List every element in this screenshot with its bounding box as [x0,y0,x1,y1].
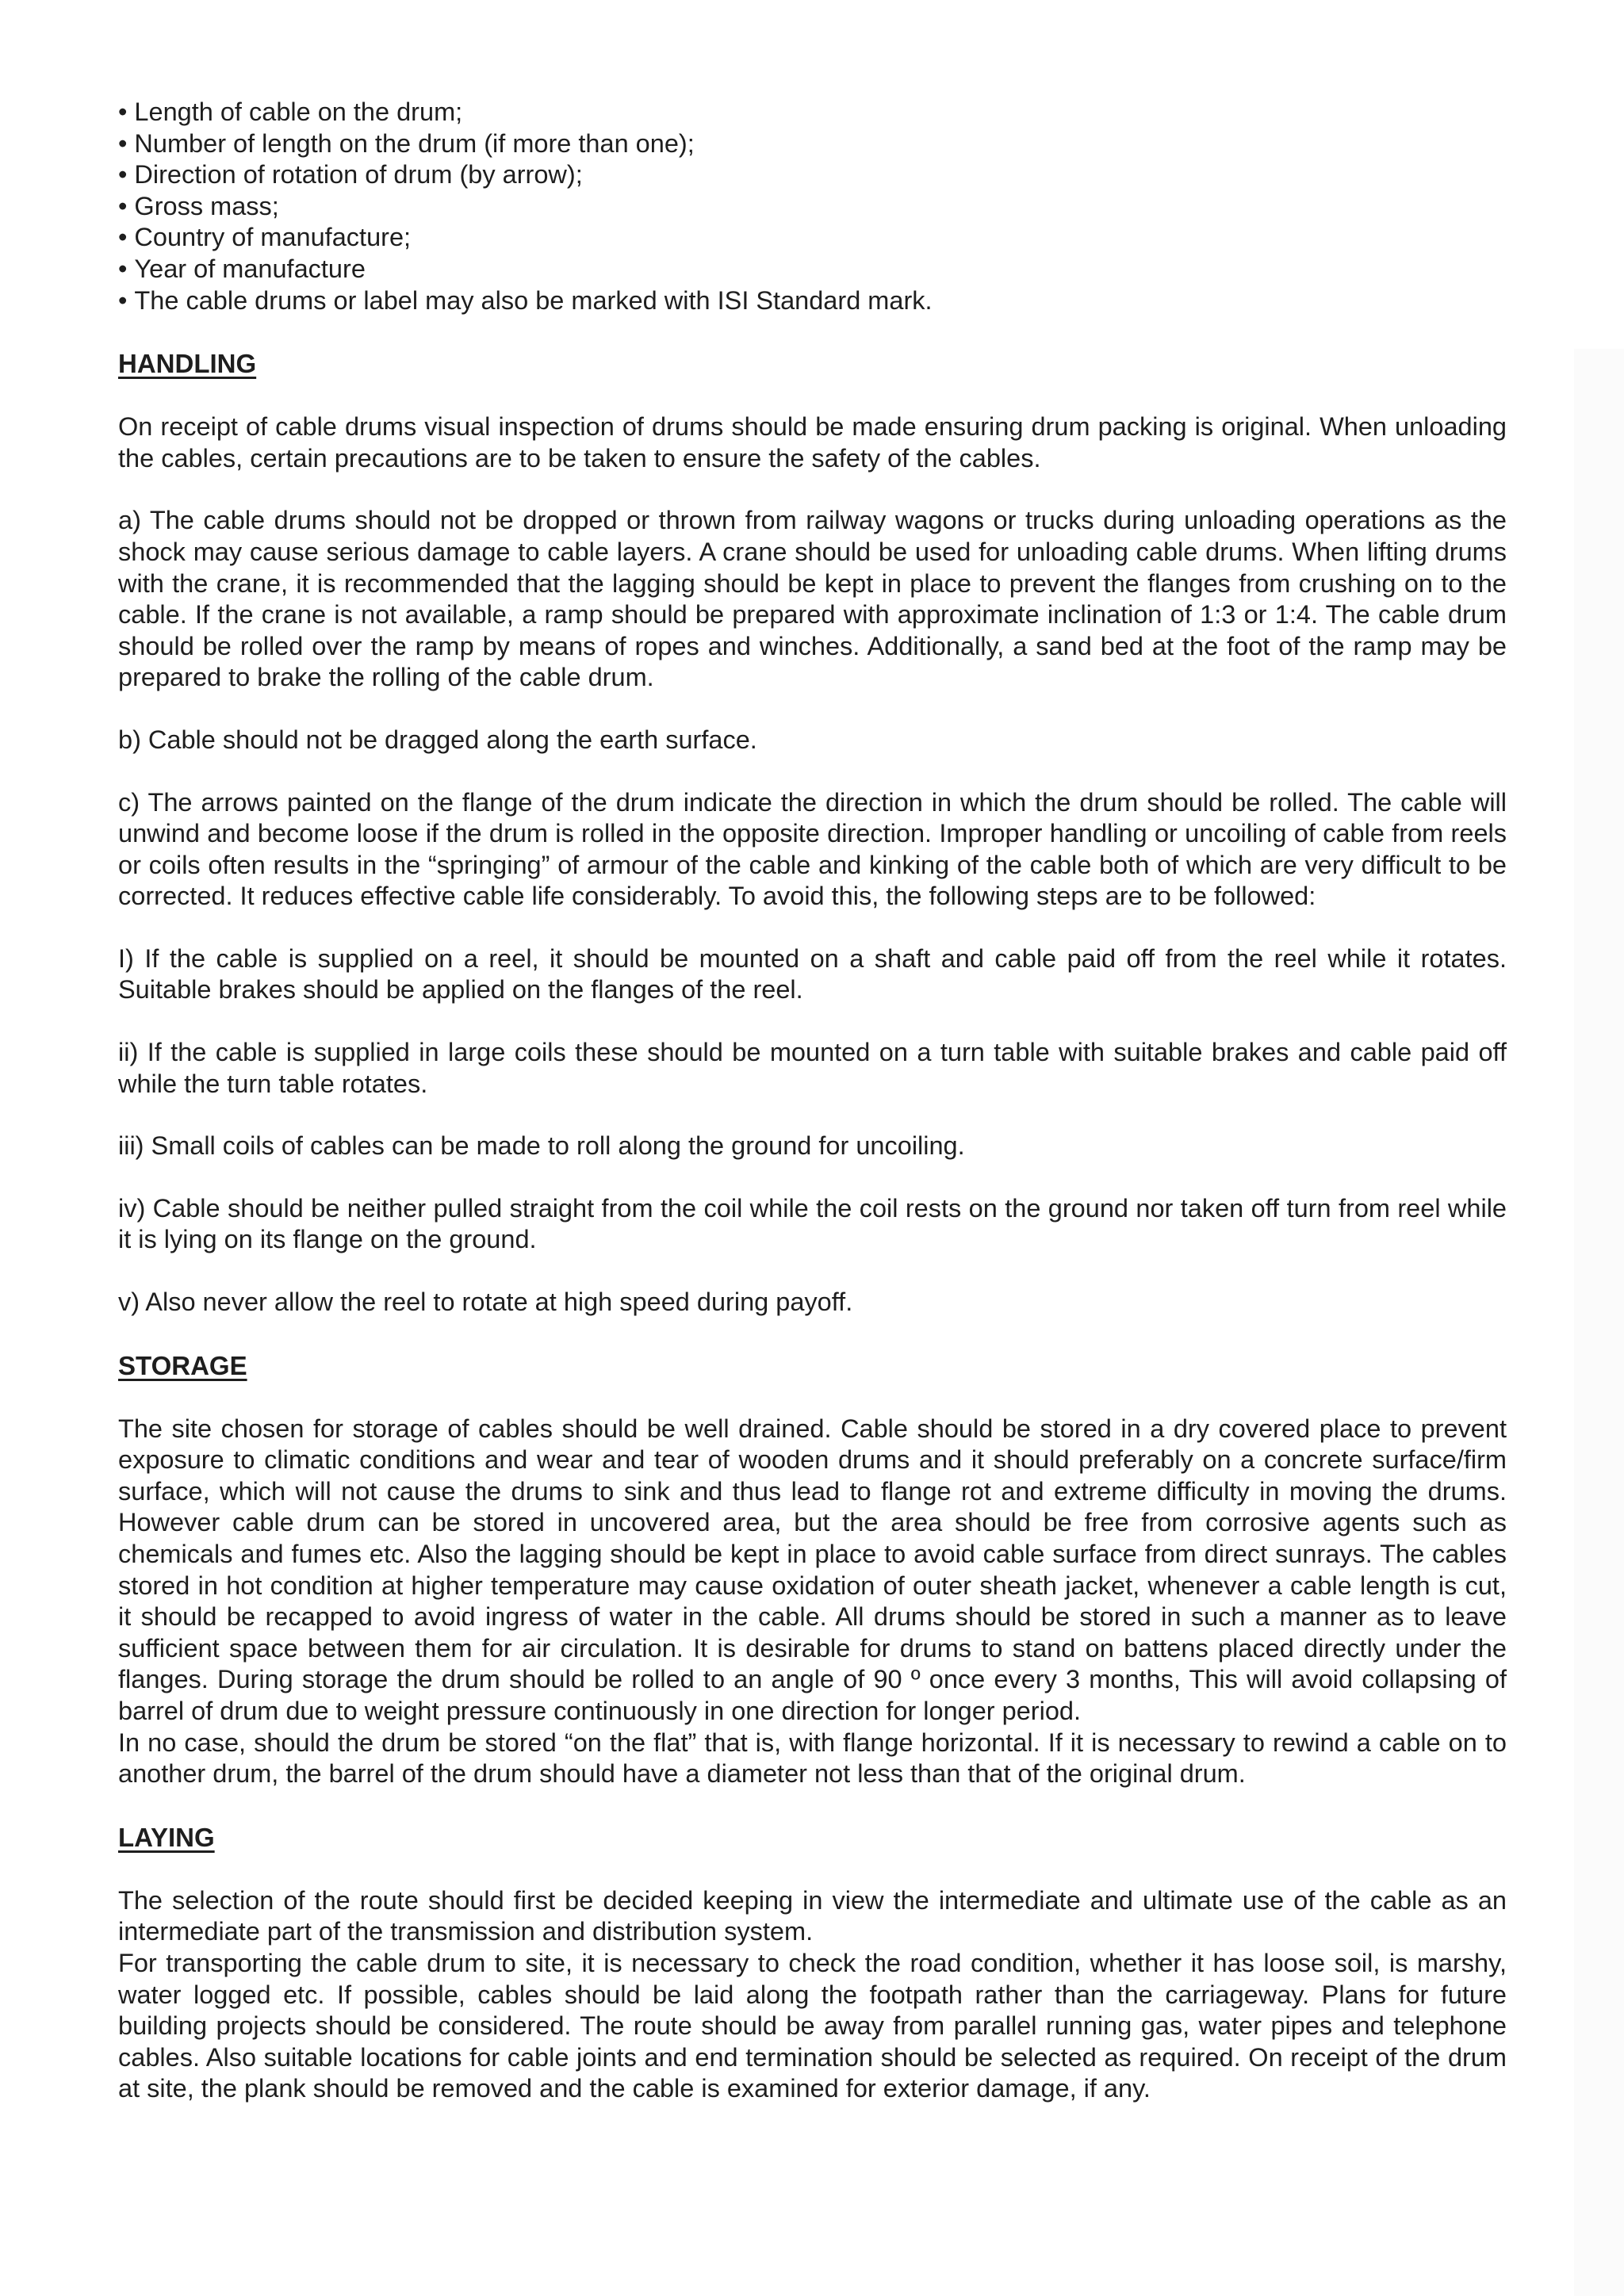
handling-step-i: I) If the cable is supplied on a reel, it should be mounted on a shaft and cable paid off from the reel while it rotates. Suitable brakes should be applied on the flanges of the reel. [118,943,1507,1004]
list-item: • Gross mass; [118,191,1507,223]
handling-paragraph-a: a) The cable drums should not be dropped or thrown from railway wagons or trucks during unloading operations as the shock may cause serious damage to cable layers. A crane should be used for unloading cable drums. When lifting drums with the crane, it is recommended that the lagging should be kept in place to prevent the flanges from crushing on to the cable. If the crane is not available, a ramp should be prepared with approximate inclination of 1:3 or 1:4. The cable drum should be rolled over the ramp by means of ropes and winches. Additionally, a sand bed at the foot of the ramp may be prepared to brake the rolling of the cable drum. [118,506,1507,692]
handling-intro-paragraph: On receipt of cable drums visual inspection of drums should be made ensuring drum packing is original. When unloading the cables, certain precautions are to be taken to ensure the safety of the cables. [118,412,1507,473]
list-item: • Country of manufacture; [118,222,1507,254]
storage-heading: STORAGE [118,1350,247,1380]
laying-paragraph-1: The selection of the route should first be decided keeping in view the intermediate and ultimate use of the cable as an intermediate part of the transmission and distribution system. [118,1885,1507,1946]
handling-step-iv: iv) Cable should be neither pulled straight from the coil while the coil rests on the ground nor taken off turn from reel while it is lying on its flange on the ground. [118,1193,1507,1254]
laying-section [118,1822,1507,2105]
handling-paragraph-c: c) The arrows painted on the flange of the drum indicate the direction in which the drum should be rolled. The cable will unwind and become loose if the drum is rolled in the opposite direction. Improper handling or uncoiling of cable from reels or coils often results in the “springing” of armour of the cable and kinking of the cable both of which are very difficult to be corrected. It reduces effective cable life considerably. To avoid this, the following steps are to be followed: [118,787,1507,911]
handling-paragraph-b: b) Cable should not be dragged along the earth surface. [118,725,757,754]
list-item: • The cable drums or label may also be marked with ISI Standard mark. [118,285,1507,317]
handling-section [118,348,1507,1318]
list-item: • Direction of rotation of drum (by arrow); [118,159,1507,191]
handling-heading: HANDLING [118,349,257,379]
drum-marking-list [118,97,1507,316]
handling-step-ii: ii) If the cable is supplied in large coils these should be mounted on a turn table with suitable brakes and cable paid off while the turn table rotates. [118,1038,1507,1098]
laying-heading: LAYING [118,1822,215,1852]
list-item: • Length of cable on the drum; [118,97,1507,128]
storage-paragraph-1: The site chosen for storage of cables should be well drained. Cable should be stored in a dry covered place to prevent exposure to climatic conditions and wear and tear of wooden drums and it should preferably on a concrete surface/firm surface, which will not cause the drums to sink and thus lead to flange rot and extreme difficulty in moving the drums. However cable drum can be stored in uncovered area, but the area should be free from corrosive agents such as chemicals and fumes etc. Also the lagging should be kept in place to avoid cable surface from direct sunrays. The cables stored in hot condition at higher temperature may cause oxidation of outer sheath jacket, whenever a cable length is cut, it should be recapped to avoid ingress of water in the cable. All drums should be stored in such a manner as to leave sufficient space between them for air circulation. It is desirable for drums to stand on battens placed directly under the flanges. During storage the drum should be rolled to an angle of 90 º once every 3 months, This will avoid collapsing of barrel of drum due to weight pressure continuously in one direction for longer period. [118,1414,1507,1725]
handling-step-v: v) Also never allow the reel to rotate at high speed during payoff. [118,1288,853,1317]
list-item: • Year of manufacture [118,254,1507,285]
storage-paragraph-2: In no case, should the drum be stored “on the flat” that is, with flange horizontal. If it is necessary to rewind a cable on to another drum, the barrel of the drum should have a diameter not less than that of the original drum. [118,1728,1507,1789]
laying-paragraph-2: For transporting the cable drum to site, it is necessary to check the road condition, whether it has loose soil, is marshy, water logged etc. If possible, cables should be laid along the footpath rather than the carriageway. Plans for future building projects should be considered. The route should be away from parallel running gas, water pipes and telephone cables. Also suitable locations for cable joints and end termination should be selected as required. On receipt of the drum at site, the plank should be removed and the cable is examined for exterior damage, if any. [118,1948,1507,2103]
handling-step-iii: iii) Small coils of cables can be made to roll along the ground for uncoiling. [118,1131,965,1161]
list-item: • Number of length on the drum (if more than one); [118,128,1507,160]
storage-section [118,1350,1507,1790]
